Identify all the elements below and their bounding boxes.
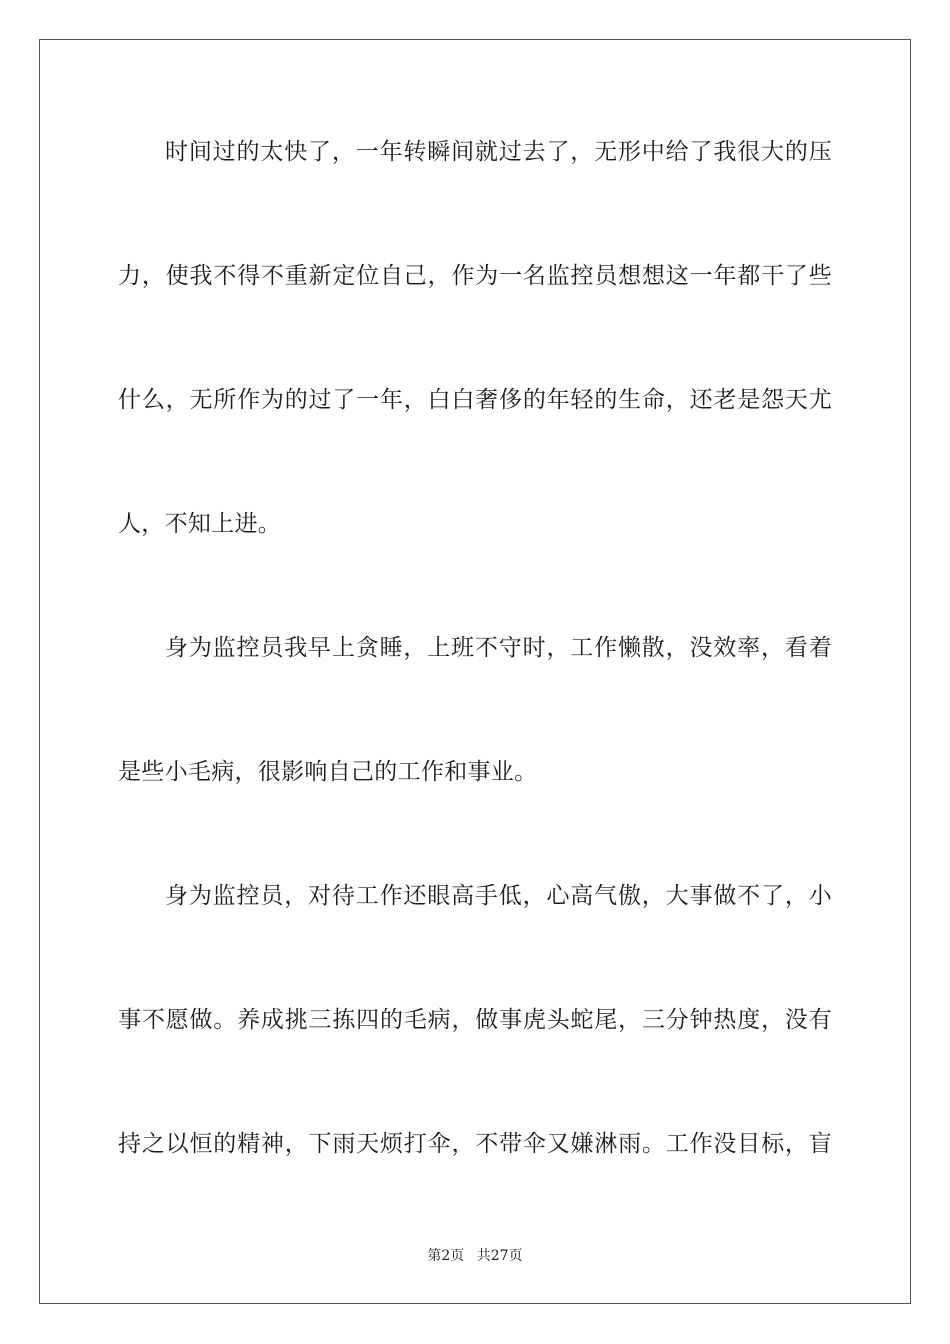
paragraph-2-line-1: 身为监控员我早上贪睡，上班不守时，工作懒散，没效率，看着 xyxy=(165,635,832,661)
page-number: 第2页 xyxy=(427,1248,465,1264)
paragraph-1-line-1: 时间过的太快了，一年转瞬间就过去了，无形中给了我很大的压 xyxy=(165,139,832,165)
page-border xyxy=(39,39,911,1304)
paragraph-3-line-1: 身为监控员，对待工作还眼高手低，心高气傲，大事做不了，小 xyxy=(165,883,832,909)
paragraph-3-line-3: 持之以恒的精神，下雨天烦打伞，不带伞又嫌淋雨。工作没目标，盲 xyxy=(118,1131,832,1157)
paragraph-1-line-2: 力，使我不得不重新定位自己，作为一名监控员想想这一年都干了些 xyxy=(118,263,832,289)
paragraph-2-line-2: 是些小毛病，很影响自己的工作和事业。 xyxy=(118,759,538,785)
paragraph-1-line-3: 什么，无所作为的过了一年，白白奢侈的年轻的生命，还老是怨天尤 xyxy=(118,387,832,413)
paragraph-3-line-2: 事不愿做。养成挑三拣四的毛病，做事虎头蛇尾，三分钟热度，没有 xyxy=(118,1007,832,1033)
paragraph-1-line-4: 人，不知上进。 xyxy=(118,511,282,537)
page-footer xyxy=(0,1247,950,1265)
page-total: 共27页 xyxy=(476,1248,523,1264)
